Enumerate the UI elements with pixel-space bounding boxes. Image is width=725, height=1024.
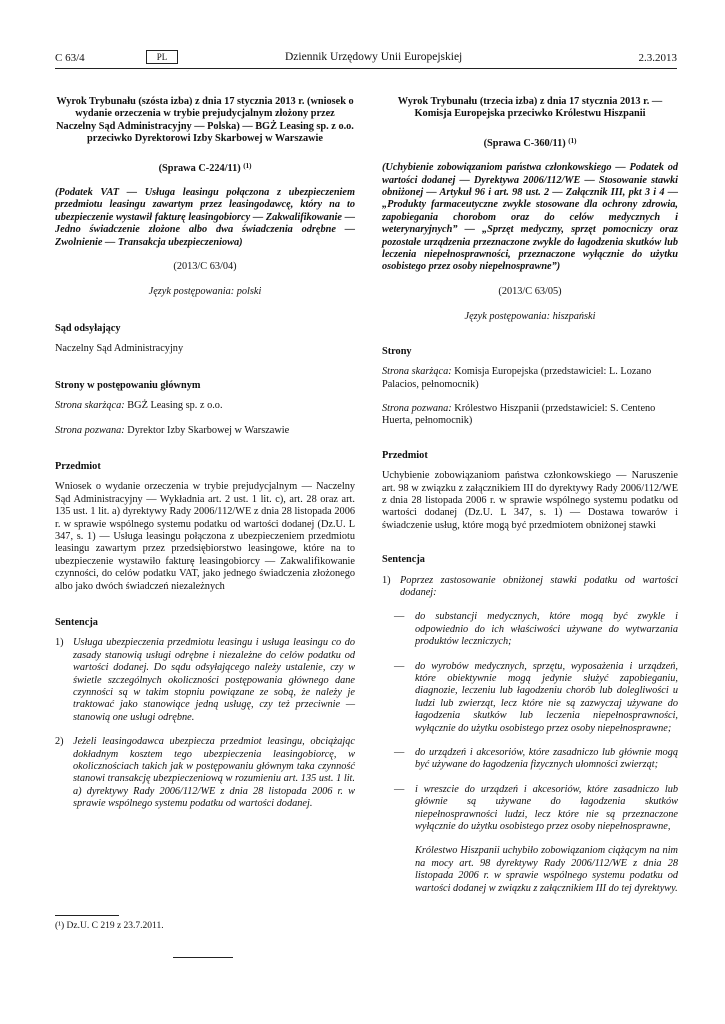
left-applicant-value: BGŻ Leasing sp. z o.o.: [127, 400, 223, 412]
ruling-dash-text: i wreszcie do urządzeń i akcesoriów, które zasadniczo lub głównie są używane do łagodzenia skutków niepełnosprawności ludzi, lecz które nie są przeznaczone wyłącznie do użytku osobistego przez osoby niepełnosprawne,: [415, 783, 678, 833]
right-subject-heading: Przedmiot: [382, 449, 428, 461]
right-doc-ref: (2013/C 63/05): [498, 285, 562, 297]
page-header: [0, 0, 725, 80]
left-court: Naczelny Sąd Administracyjny: [55, 343, 184, 355]
ruling-dash-item: — do substancji medycznych, które mogą być zwykle i odpowiednio do ich właściwości używane do wytwarzania produktów leczniczych;: [394, 611, 678, 648]
header-rule: [55, 68, 677, 69]
left-court-heading: Sąd odsyłający: [55, 322, 121, 334]
right-subject: Uchybienie zobowiązaniom państwa członkowskiego — Naruszenie art. 98 w związku z załącznikiem III do dyrektywy Rady 2006/112/WE z dnia 28 listopada 2006 r. w sprawie wspólnego systemu podatku od wartości dodanej (Dz.U. L 347, s. 1) — Dostawa towarów i świadczenie usług, które mogą być przedmiotem obniżonej stawki: [382, 470, 678, 531]
right-judgment-title: Wyrok Trybunału (trzecia izba) z dnia 17 stycznia 2013 r. — Komisja Europejska przeciwko Królestwu Hiszpanii: [397, 96, 663, 120]
right-column: [382, 96, 678, 895]
left-column: [55, 96, 355, 811]
left-case-text: (Sprawa C-224/11): [158, 162, 241, 174]
ruling-dash-item: — i wreszcie do urządzeń i akcesoriów, które zasadniczo lub głównie są używane do łagodzenia skutków niepełnosprawności ludzi, lecz które nie są przeznaczone wyłącznie do użytku osobistego przez osoby niepełnosprawne,: [394, 783, 678, 833]
left-defendant: [55, 425, 355, 437]
left-doc-ref: (2013/C 63/04): [173, 261, 237, 273]
language-badge: PL: [146, 50, 178, 64]
bottom-rule: [173, 957, 233, 958]
right-ruling-item: [382, 575, 678, 600]
left-ruling-heading: Sentencja: [55, 616, 98, 628]
ruling-item-text: Usługa ubezpieczenia przedmiotu leasingu i usługa leasingu co do zasady stanowią usługi odrębne i niezależne do celów podatku od wartości dodanej. Do sądu odsyłającego należy ustalenie, czy w świetle szczególnych okoliczności postępowania głównego dane czynności są w takim stopniu powiązane ze sobą, że należy je traktować jako stanowiące jedną usługę, czy też przeciwnie — stanowią one usługi odrębne.: [73, 637, 355, 723]
ruling-dash-item: — do urządzeń i akcesoriów, które zasadniczo lub głównie mogą być używane do łagodzenia fizycznych ułomności zwierząt;: [394, 747, 678, 771]
publication-date: 2.3.2013: [638, 52, 677, 64]
right-applicant: [382, 366, 678, 391]
right-ruling-heading: Sentencja: [382, 554, 425, 566]
right-defendant-value: Królestwo Hiszpanii (przedstawiciel: S. Centeno Huerta, pełnomocnik): [382, 402, 656, 427]
left-applicant: [55, 400, 355, 412]
left-subject-heading: Przedmiot: [55, 460, 101, 472]
left-applicant-label: Strona skarżąca:: [55, 400, 125, 412]
ruling-dash-text: do wyrobów medycznych, sprzętu, wyposażenia i urządzeń, które obiektywnie mogą jedynie służyć zapobieganiu, diagnozie, leczeniu lub łagodzeniu chorób lub dolegliwości u ludzi lub zwierząt, lecz które nie są zazwyczaj używane do łagodzenia skutków lub leczenia niepełnosprawności, wyłącznie do użytku osobistego przez osoby niepełnosprawne;: [415, 660, 678, 734]
left-case-number: [55, 160, 355, 175]
right-defendant-label: Strona pozwana:: [382, 402, 452, 414]
right-case-footnote-ref: (1): [568, 136, 577, 145]
ruling-conclusion: Królestwo Hiszpanii uchybiło zobowiązaniom ciążącym na nim na mocy art. 98 dyrektywy Rady 2006/112/WE z dnia 28 listopada 2006 r. w sprawie wspólnego systemu podatku od wartości dodanej w związku z załącznikiem III do tej dyrektywy.: [415, 845, 678, 894]
left-ruling-item: [55, 637, 355, 724]
left-parties-heading: Strony w postępowaniu głównym: [55, 379, 201, 391]
page-reference: C 63/4: [55, 52, 85, 64]
journal-title: Dziennik Urzędowy Unii Europejskiej: [285, 51, 463, 63]
left-subject: Wniosek o wydanie orzeczenia w trybie prejudycjalnym — Naczelny Sąd Administracyjny — Wykładnia art. 2 ust. 1 lit. c), art. 28 oraz art. 135 ust. 1 lit. a) dyrektywy Rady 2006/112/WE z dnia 28 listopada 2006 r. w sprawie wspólnego systemu podatku od wartości dodanej (Dz.U. L 347, s. 1) — Usługa leasingu połączona z ubezpieczeniem przedmiotu leasingu zawartym przez przedsiębiorstwo leasingowe, które na to ubezpieczenie wystawiło fakturę leasingobiorcy — Zakwalifikowanie czynności, do celów podatku VAT, jako jednego świadczenia złożonego albo jako dwóch świadczeń niezależnych: [55, 481, 355, 592]
ruling-dash-text: do substancji medycznych, które mogą być zwykle i odpowiednio do ich właściwości używane do wytwarzania produktów leczniczych;: [415, 611, 678, 648]
right-case-number: [382, 135, 678, 150]
left-judgment-title: Wyrok Trybunału (szósta izba) z dnia 17 stycznia 2013 r. (wniosek o wydanie orzeczenia w trybie prejudycjalnym złożony przez Naczelny Sąd Administracyjny — Polska) — BGŻ Leasing sp. z o.o. przeciwko Dyrektorowi Izby Skarbowej w Warszawie: [56, 96, 354, 145]
right-applicant-value: Komisja Europejska (przedstawiciel: L. Lozano Palacios, pełnomocnik): [382, 366, 652, 390]
footnote-rule: [55, 915, 119, 916]
left-defendant-value: Dyrektor Izby Skarbowej w Warszawie: [127, 424, 290, 436]
right-procedure-language: Język postępowania: hiszpański: [464, 311, 596, 323]
ruling-item-number: 1): [55, 637, 64, 649]
ruling-item-intro: Poprzez zastosowanie obniżonej stawki podatku od wartości dodanej:: [400, 574, 678, 598]
ruling-dash-text: do urządzeń i akcesoriów, które zasadniczo lub głównie mogą być używane do łagodzenia fizycznych ułomności zwierząt;: [415, 747, 678, 771]
ruling-item-number: 1): [382, 574, 391, 586]
right-keywords: (Uchybienie zobowiązaniom państwa członkowskiego — Podatek od wartości dodanej — Dyrektywa 2006/112/WE — Stosowanie stawki obniżonej — Artykuł 96 i art. 98 ust. 2 — Załącznik III, pkt 3 i 4 — „Produkty farmaceutyczne zwykle stosowane dla ochrony zdrowia, zapobiegania chorobom oraz do celów medycznych i weterynaryjnych” — „Sprzęt medyczny, sprzęt pomocniczy oraz pozostałe urządzenia przeznaczone zwykle do łagodzenia skutków lub leczenia niepełnosprawności, przeznaczone wyłącznie do użytku osobistego przez osoby niepełnosprawne”): [382, 162, 678, 273]
ruling-item-text: Jeżeli leasingodawca ubezpiecza przedmiot leasingu, obciążając dokładnym kosztem tego ubezpieczenia leasingobiorcę, w okolicznościach takich jak w postępowaniu głównym taka czynność stanowi transakcję ubezpieczeniową w rozumieniu art. 135 ust. 1 lit. a) dyrektywy Rady 2006/112/WE z dnia 28 listopada 2006 r. w sprawie wspólnego systemu podatku od wartości dodanej.: [73, 736, 355, 810]
right-applicant-label: Strona skarżąca:: [382, 366, 452, 378]
left-defendant-label: Strona pozwana:: [55, 424, 125, 436]
right-defendant: [382, 403, 678, 428]
right-case-text: (Sprawa C-360/11): [483, 137, 566, 149]
ruling-dash-item: — do wyrobów medycznych, sprzętu, wyposażenia i urządzeń, które obiektywnie mogą jedynie służyć zapobieganiu, diagnozie, leczeniu lub łagodzeniu chorób lub dolegliwości u ludzi lub zwierząt, lecz które nie są zazwyczaj używane do łagodzenia skutków lub leczenia niepełnosprawności, wyłącznie do użytku osobistego przez osoby niepełnosprawne;: [394, 660, 678, 734]
right-parties-heading: Strony: [382, 345, 412, 357]
left-case-footnote-ref: (1): [243, 161, 252, 170]
footnote: (¹) Dz.U. C 219 z 23.7.2011.: [55, 921, 164, 931]
left-procedure-language: Język postępowania: polski: [148, 286, 262, 298]
left-ruling-item: [55, 736, 355, 810]
ruling-item-number: 2): [55, 736, 64, 748]
left-keywords: (Podatek VAT — Usługa leasingu połączona z ubezpieczeniem przedmiotu leasingu zawartym przez leasingodawcę, który na to ubezpieczenie wystawił fakturę leasingobiorcy — Zakwalifikowanie — Jedno świadczenie złożone albo dwa świadczenia odrębne — Zwolnienie — Transakcja ubezpieczeniowa): [55, 187, 355, 248]
